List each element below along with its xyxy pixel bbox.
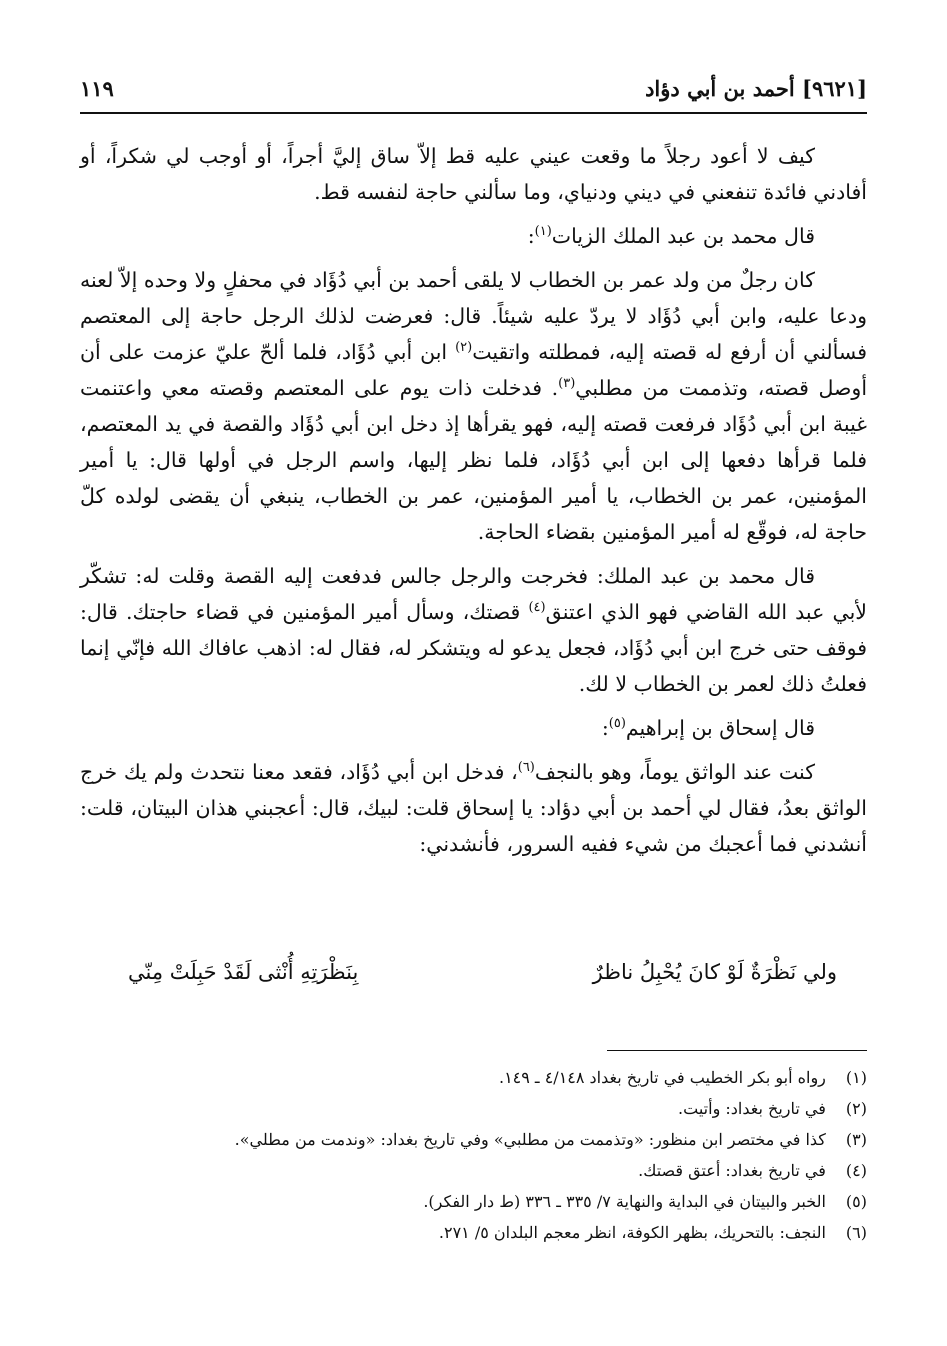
paragraph-2-attribution — [80, 218, 867, 254]
footnote-text: الخبر والبيتان في البداية والنهاية ٧/ ٣٣٥ ـ ٣٣٦ (ط دار الفكر). — [423, 1192, 826, 1211]
footnote-text: كذا في مختصر ابن منظور: «وتذممت من مطلبي» وفي تاريخ بغداد: «وندمت من مطلي». — [234, 1130, 826, 1149]
verse-first-hemistich: ولي نَظْرَةٌ لَوْ كانَ يُحْبِلُ ناظرٌ — [592, 960, 837, 984]
footnote-item — [80, 1190, 867, 1214]
paragraph-3 — [80, 262, 867, 550]
footnote-item — [80, 1221, 867, 1245]
main-text — [80, 138, 867, 862]
footnote-marker[interactable]: (١) — [534, 224, 552, 240]
page-header — [80, 76, 867, 112]
footnote-number: (١) — [845, 1068, 867, 1087]
paragraph-text: قال إسحاق بن إبراهيم — [625, 716, 815, 740]
paragraph-text: قصتك، وسأل أمير المؤمنين في قضاء حاجتك. قال: فوقف حتى خرج ابن أبي دُؤَاد، فجعل يدعو له ويتشكر له، فقال له: اذهب عافاك الله فإنّي إنما فعلتُ ذلك لعمر بن الخطاب لا لك. — [80, 600, 867, 696]
paragraph-text: ، فدخل ابن أبي دُؤَاد، فقعد معنا نتحدث ولم يك خرج الواثق بعدُ، فقال لي أحمد بن أبي دؤاد: يا إسحاق قلت: لبيك، قال: أعجبني هذان البيتان، قلت: أنشدني فما أعجبك من شيء ففيه السرور، فأنشدني: — [80, 760, 867, 856]
footnote-marker[interactable]: (٢) — [455, 340, 473, 356]
footnote-text: النجف: بالتحريك، بظهر الكوفة، انظر معجم البلدان ٥/ ٢٧١. — [438, 1223, 826, 1242]
footnote-item — [80, 1097, 867, 1121]
footnote-item — [80, 1128, 867, 1152]
running-title: [٩٦٢١] أحمد بن أبي دؤاد — [645, 76, 867, 101]
paragraph-text: . فدخلت ذات يوم على المعتصم وقصته معي واعتنمت غيبة ابن أبي دُؤَاد فرفعت قصته إليه، فهو يقرأها إذ دخل ابن أبي دُؤَاد والقصة في يد المعتصم، فلما قرأها دفعها إلى ابن أبي دُؤَاد، فلما نظر إليها، واسم الرجل في أولها قال: يا أمير المؤمنين، عمر بن الخطاب، يا أمير المؤمنين، عمر بن الخطاب، ينبغي أن يقضى لولده كلّ حاجة له، فوقّع له أمير المؤمنين بقضاء الحاجة. — [80, 376, 867, 544]
footnotes — [80, 1066, 867, 1252]
paragraph-text: قال محمد بن عبد الملك: فخرجت والرجل جالس فدفعت إليه القصة وقلت له: تشكّر لأبي عبد الله القاضي فهو الذي اعتنق — [80, 564, 868, 624]
verse-second-hemistich: بِنَظْرَتِهِ أُنْثى لَقَدْ حَبِلَتْ مِنّي — [128, 960, 359, 984]
paragraph-text: كيف لا أعود رجلاً ما وقعت عيني عليه قط إلاّ ساق إليَّ أجراً، أو أوجب لي شكراً، أو أفادني فائدة تنفعني في ديني ودنياي، وما سألني حاجة لنفسه قط. — [80, 144, 867, 204]
paragraph-6 — [80, 754, 867, 862]
paragraph-5-attribution — [80, 710, 867, 746]
paragraph-text: كان رجلٌ من ولد عمر بن الخطاب لا يلقى أحمد بن أبي دُؤَاد في محفلٍ ولا وحده إلاّ لعنه ودعا عليه، وابن أبي دُؤَاد لا يردّ عليه شيئاً. قال: فعرضت لذلك الرجل حاجة إلى المعتصم فسألني أن أرفع له قصته إليه، فمطلته واتقيت — [80, 268, 867, 364]
paragraph-1 — [80, 138, 867, 210]
footnote-marker[interactable]: (٤) — [528, 600, 546, 616]
paragraph-text: : — [601, 716, 609, 740]
footnote-item — [80, 1159, 867, 1183]
footnote-marker[interactable]: (٥) — [608, 716, 626, 732]
footnote-divider — [607, 1050, 867, 1051]
paragraph-4 — [80, 558, 867, 702]
page-number: ١١٩ — [80, 76, 114, 101]
paragraph-text: كنت عند الواثق يوماً، وهو بالنجف — [534, 760, 815, 784]
paragraph-text: قال محمد بن عبد الملك الزيات — [551, 224, 815, 248]
footnote-number: (٤) — [845, 1161, 867, 1180]
footnote-item — [80, 1066, 867, 1090]
header-divider — [80, 112, 867, 114]
poetry-verse — [80, 960, 867, 1008]
paragraph-text: ابن أبي دُؤَاد، فلما ألحّ عليّ عزمت على أن أوصل قصته، وتذممت من مطلبي — [80, 340, 868, 400]
footnote-marker[interactable]: (٣) — [558, 376, 576, 392]
footnote-number: (٥) — [845, 1192, 867, 1211]
footnote-marker[interactable]: (٦) — [517, 760, 535, 776]
footnote-number: (٢) — [845, 1099, 867, 1118]
footnote-number: (٣) — [845, 1130, 867, 1149]
footnote-text: في تاريخ بغداد: وأتيت. — [678, 1099, 826, 1118]
footnote-text: في تاريخ بغداد: أعتق قصتك. — [638, 1161, 826, 1180]
paragraph-text: : — [527, 224, 535, 248]
footnote-number: (٦) — [845, 1223, 867, 1242]
footnote-text: رواه أبو بكر الخطيب في تاريخ بغداد ٤/١٤٨ ـ ١٤٩. — [498, 1068, 826, 1087]
